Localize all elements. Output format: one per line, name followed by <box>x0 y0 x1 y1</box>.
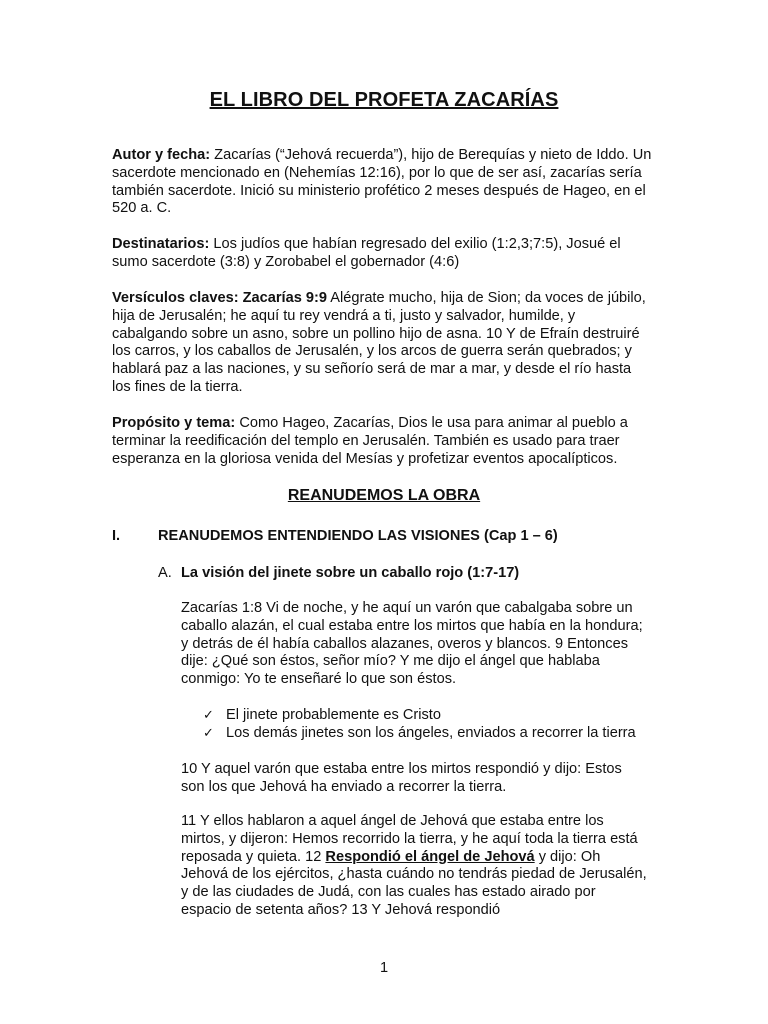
scripture-quote-3 <box>181 813 647 920</box>
page-number: 1 <box>379 960 389 976</box>
key-verses-paragraph <box>112 290 652 397</box>
document-title: EL LIBRO DEL PROFETA ZACARÍAS <box>209 89 559 111</box>
recipients-text: Los judíos que habían regresado del exilio (1:2,3;7:5), Josué el sumo sacerdote (3:8) y Zorobabel el gobernador (4:6) <box>112 236 621 270</box>
purpose-paragraph <box>112 415 652 468</box>
author-paragraph <box>112 147 652 218</box>
recipients-paragraph <box>112 236 652 272</box>
quote-3-part-2: y dijo: Oh Jehová de los ejércitos, ¿hasta cuándo no tendrás piedad de Jerusalén, y de las ciudades de Judá, con las cuales has estado airado por espacio de setenta años? 13 Y Jehová respondió <box>181 848 647 918</box>
author-text: Zacarías (“Jehová recuerda”), hijo de Berequías y nieto de Iddo. Un sacerdote mencionado en (Nehemías 12:16), por lo que de ser así, zacarías sería también sacerdote. Inició su ministerio profético 2 meses después de Hageo, en el 520 a. C. <box>112 147 652 217</box>
emphasis-text: Respondió el ángel de Jehová <box>325 848 535 865</box>
section-title: REANUDEMOS LA OBRA <box>287 487 481 504</box>
scripture-quote-2: 10 Y aquel varón que estaba entre los mirtos respondió y dijo: Estos son los que Jehová ha enviado a recorrer la tierra. <box>181 761 622 795</box>
key-verses-label: Versículos claves: Zacarías 9:9 <box>112 290 327 306</box>
subsection-heading: La visión del jinete sobre un caballo rojo (1:7-17) <box>181 565 520 581</box>
author-label: Autor y fecha: <box>112 147 211 163</box>
quote-3-part-1: 11 Y ellos hablaron a aquel ángel de Jehová que estaba entre los mirtos, y dijeron: Hemos recorrido la tierra, y he aquí toda la tierra está reposada y quieta. 12 <box>181 813 638 865</box>
section-heading: REANUDEMOS ENTENDIENDO LAS VISIONES (Cap 1 – 6) <box>158 528 558 544</box>
bullet-list <box>203 707 636 743</box>
list-item <box>203 725 636 743</box>
purpose-text: Como Hageo, Zacarías, Dios le usa para animar al pueblo a terminar la reedificación del templo en Jerusalén. También es usado para traer esperanza en la gloriosa venida del Mesías y profetizar eventos apocalípticos. <box>112 415 628 467</box>
section-numeral: I. <box>112 528 121 544</box>
checkmark-icon: ✓ <box>203 708 214 723</box>
list-item <box>203 707 636 725</box>
scripture-quote-1: Zacarías 1:8 Vi de noche, y he aquí un varón que cabalgaba sobre un caballo alazán, el cual estaba entre los mirtos que había en la hondura; y detrás de él había caballos alazanes, overos y blancos. 9 Entonces dije: ¿Qué son éstos, señor mío? Y me dijo el ángel que hablaba conmigo: Yo te enseñaré lo que son éstos. <box>181 600 643 688</box>
subsection-letter: A. <box>158 565 172 581</box>
recipients-label: Destinatarios: <box>112 236 210 252</box>
list-item-text: El jinete probablemente es Cristo <box>226 707 441 723</box>
purpose-label: Propósito y tema: <box>112 415 236 431</box>
checkmark-icon: ✓ <box>203 725 214 741</box>
key-verses-text: Alégrate mucho, hija de Sion; da voces de júbilo, hija de Jerusalén; he aquí tu rey vendrá a ti, justo y salvador, humilde, y cabalgando sobre un asno, sobre un pollino hijo de asna. 10 Y de Efraín destruiré los carros, y los caballos de Jerusalén, y los arcos de guerra serán quebrados; y hablará paz a las naciones, y su señorío será de mar a mar, y desde el río hasta los fines de la tierra. <box>112 290 646 395</box>
list-item-text: Los demás jinetes son los ángeles, enviados a recorrer la tierra <box>226 724 636 741</box>
